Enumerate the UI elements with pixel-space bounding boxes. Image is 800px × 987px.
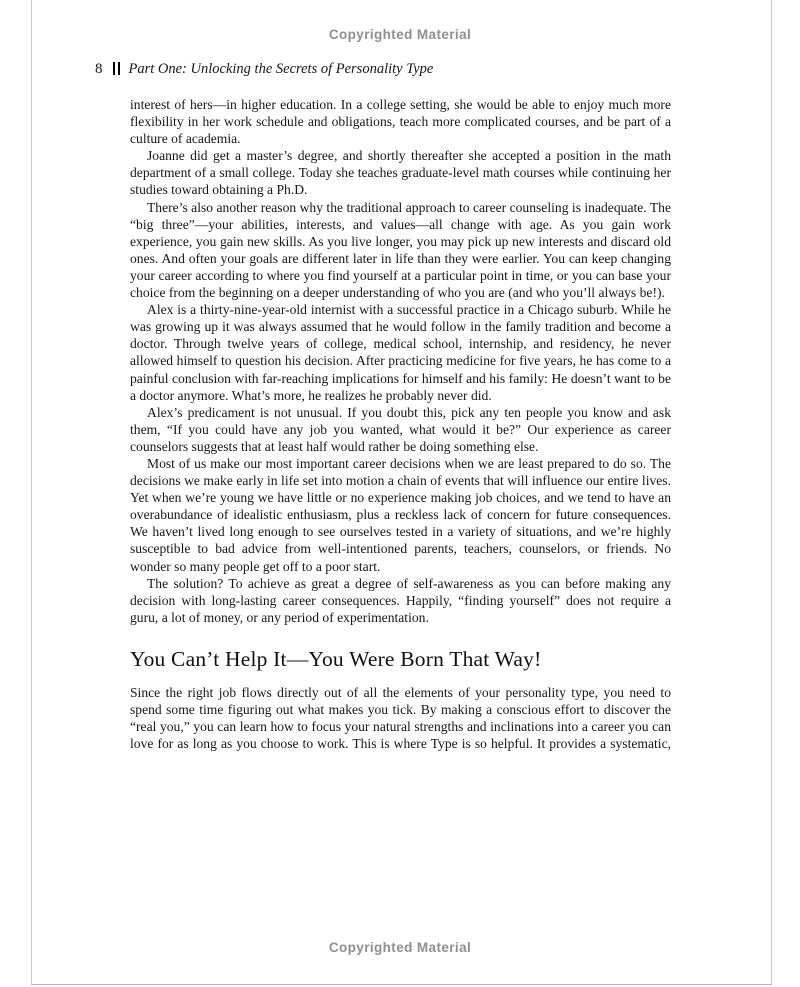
header-divider (113, 62, 120, 75)
paragraph: Alex’s predicament is not unusual. If you doubt this, pick any ten people you know and ask them, “If you could have any job you wanted, what would it be?” Our experience as career counselors suggests that at least half would rather be doing something else. (130, 404, 671, 454)
part-title: Part One: Unlocking the Secrets of Personality Type (128, 61, 434, 77)
body-text (130, 96, 671, 752)
page-header (95, 61, 433, 78)
paragraph: Most of us make our most important career decisions when we are least prepared to do so. The decisions we make early in life set into motion a chain of events that will influence our entire lives. Yet when we’re young we have little or no experience making job choices, and we tend to have an overabundance of idealistic enthusiasm, plus a reckless lack of concern for future consequences. We haven’t lived long enough to see ourselves tested in a variety of situations, and we’re highly susceptible to bad advice from well-intentioned parents, teachers, counselors, or friends. No wonder so many people get off to a poor start. (130, 455, 671, 574)
page-number: 8 (95, 61, 103, 77)
paragraph: There’s also another reason why the traditional approach to career counseling is inadequate. The “big three”—your abilities, interests, and values—all change with age. As you gain work experience, you gain new skills. As you live longer, you may pick up new interests and discard old ones. And often your goals are different later in life than they were earlier. You can keep changing your career according to where you find yourself at a particular point in time, or you can base your choice from the beginning on a deeper understanding of who you are (and who you’ll always be!). (130, 199, 671, 301)
paragraph: Alex is a thirty-nine-year-old internist with a successful practice in a Chicago suburb. While he was growing up it was always assumed that he would follow in the family tradition and become a doctor. Through twelve years of college, medical school, internship, and residency, he never allowed himself to question his decision. After practicing medicine for five years, he has come to a painful conclusion with far-reaching implications for himself and his family: He doesn’t want to be a doctor anymore. What’s more, he realizes he probably never did. (130, 302, 671, 403)
paragraph: Joanne did get a master’s degree, and shortly thereafter she accepted a position in the math department of a small college. Today she teaches graduate-level math courses while continuing her studies toward obtaining a Ph.D. (130, 148, 671, 198)
paragraph: The solution? To achieve as great a degree of self-awareness as you can before making any decision with long-lasting career consequences. Happily, “finding yourself” does not require a guru, a lot of money, or any period of experimentation. (130, 575, 671, 625)
paragraph: interest of hers—in higher education. In a college setting, she would be able to enjoy much more flexibility in her work schedule and obligations, teach more complicated courses, and be part of a culture of academia. (130, 97, 671, 147)
paragraph: Since the right job flows directly out of all the elements of your personality type, you need to spend some time figuring out what makes you tick. By making a conscious effort to discover the “real you,” you can learn how to focus your natural strengths and inclinations into a career you can love for as long as you choose to work. This is where Type is so helpful. It provides a systematic, (130, 684, 671, 752)
copyright-notice-bottom: Copyrighted Material (328, 940, 472, 955)
section-heading: You Can’t Help It—You Were Born That Way! (130, 646, 542, 671)
copyright-notice-top: Copyrighted Material (328, 27, 472, 42)
